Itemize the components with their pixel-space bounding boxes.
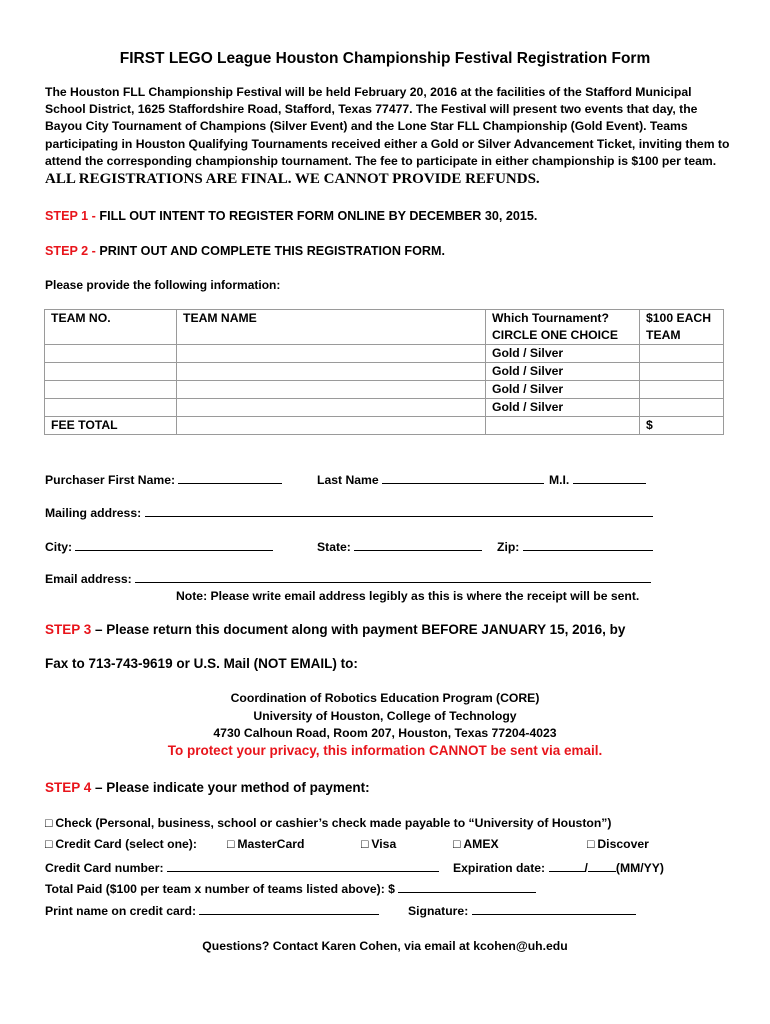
header-team-name: TEAM NAME [177,310,486,345]
total-paid-field [45,879,536,896]
check-label: Check (Personal, business, school or cashier’s check made payable to “University of Houston”) [55,816,612,830]
form-title: FIRST LEGO League Houston Championship Festival Registration Form [119,50,651,67]
expiration-separator: / [584,861,588,875]
cc-number-label: Credit Card number: [45,861,164,875]
step-2-text: PRINT OUT AND COMPLETE THIS REGISTRATION FORM. [99,244,445,258]
fee-cell[interactable] [640,381,724,399]
visa-label: Visa [371,837,397,851]
fee-total-label: FEE TOTAL [45,417,177,435]
discover-option[interactable] [587,837,649,851]
address-line-1: Coordination of Robotics Education Program (CORE) [230,691,540,705]
checkbox-icon[interactable]: □ [45,837,53,851]
visa-option[interactable] [361,837,396,851]
team-no-cell[interactable] [45,381,177,399]
contact-info: Questions? Contact Karen Cohen, via email at kcohen@uh.edu [202,939,568,953]
first-name-label: Purchaser First Name: [45,473,176,487]
print-name-field [45,901,379,918]
fax-instructions: Fax to 713-743-9619 or U.S. Mail (NOT EMAIL) to: [45,656,358,671]
expiration-year-input[interactable] [588,858,616,872]
city-input[interactable] [75,537,273,551]
privacy-notice: To protect your privacy, this information CANNOT be sent via email. [167,743,603,758]
email-field [45,569,651,586]
last-name-field [317,470,544,487]
total-paid-input[interactable] [398,879,536,893]
city-label: City: [45,540,73,554]
email-input[interactable] [135,569,651,583]
zip-label: Zip: [497,540,520,554]
team-name-cell[interactable] [177,381,486,399]
header-fee-1: $100 EACH [640,310,724,328]
table-header-row [45,310,724,328]
expiration-month-input[interactable] [549,858,585,872]
team-name-cell[interactable] [177,363,486,381]
first-name-input[interactable] [178,470,282,484]
state-input[interactable] [354,537,482,551]
credit-card-label: Credit Card (select one): [55,837,197,851]
total-paid-label: Total Paid ($100 per team x number of teams listed above): $ [45,882,395,896]
print-name-input[interactable] [199,901,379,915]
step-1-text: FILL OUT INTENT TO REGISTER FORM ONLINE BY DECEMBER 30, 2015. [99,209,538,223]
step-4-label: STEP 4 [45,780,92,795]
tournament-choice[interactable]: Gold / Silver [486,399,640,417]
mi-label: M.I. [549,473,570,487]
tournament-choice[interactable]: Gold / Silver [486,381,640,399]
last-name-label: Last Name [317,473,379,487]
header-tournament-2: CIRCLE ONE CHOICE [486,327,640,345]
intro-paragraph [45,84,735,170]
provide-info-label: Please provide the following information: [45,278,281,292]
team-table [44,309,724,435]
step-1 [45,209,537,223]
expiration-label: Expiration date: [453,861,546,875]
tournament-choice[interactable]: Gold / Silver [486,345,640,363]
checkbox-icon[interactable]: □ [587,837,595,851]
email-note: Note: Please write email address legibly as this is where the receipt will be sent. [176,589,640,603]
checkbox-icon[interactable]: □ [227,837,235,851]
state-label: State: [317,540,351,554]
mailing-field [45,503,653,520]
header-fee-2: TEAM [640,327,724,345]
team-no-cell[interactable] [45,345,177,363]
team-name-cell[interactable] [177,399,486,417]
credit-card-option[interactable] [45,837,197,851]
expiration-field [453,858,664,875]
checkbox-icon[interactable]: □ [361,837,369,851]
step-2 [45,244,445,258]
tournament-choice[interactable]: Gold / Silver [486,363,640,381]
step-3-text: – Please return this document along with payment BEFORE JANUARY 15, 2016, by [91,622,626,637]
mi-field [549,470,646,487]
signature-field [408,901,636,918]
last-name-input[interactable] [382,470,544,484]
amex-option[interactable] [453,837,499,851]
first-name-field [45,470,282,487]
team-name-cell[interactable] [177,345,486,363]
signature-input[interactable] [472,901,636,915]
city-field [45,537,273,554]
cc-number-input[interactable] [167,858,439,872]
header-team-no: TEAM NO. [45,310,177,345]
mastercard-option[interactable] [227,837,304,851]
intro-text: The Houston FLL Championship Festival will be held February 20, 2016 at the facilities of the Stafford Municipal School District, 1625 Staffordshire Road, Stafford, Texas 77477. The Festival will present two events that day, the Bayou City Tournament of Champions (Silver Event) and the Lone Star FLL Championship (Gold Event). Teams participating in Houston Qualifying Tournaments received either a Gold or Silver Advancement Ticket, inviting them to attend the corresponding championship tournament. The fee to participate in either championship is $100 per team. [45,85,730,168]
step-3 [45,622,625,637]
zip-input[interactable] [523,537,653,551]
step-3-label: STEP 3 [45,622,92,637]
fee-cell[interactable] [640,345,724,363]
discover-label: Discover [597,837,649,851]
zip-field [497,537,653,554]
step-2-label: STEP 2 - [45,244,100,258]
print-name-label: Print name on credit card: [45,904,197,918]
fee-cell[interactable] [640,363,724,381]
table-row [45,363,724,381]
mailing-input[interactable] [145,503,653,517]
signature-label: Signature: [408,904,469,918]
mailing-label: Mailing address: [45,506,142,520]
email-label: Email address: [45,572,132,586]
fee-total-value[interactable]: $ [640,417,724,435]
table-row [45,381,724,399]
expiration-format: (MM/YY) [615,861,664,875]
table-row [45,399,724,417]
check-option[interactable] [45,816,611,830]
step-4 [45,780,370,795]
checkbox-icon[interactable]: □ [45,816,53,830]
state-field [317,537,482,554]
mastercard-label: MasterCard [237,837,305,851]
table-row [45,345,724,363]
address-line-3: 4730 Calhoun Road, Room 207, Houston, Texas 77204-4023 [213,726,557,740]
team-no-cell[interactable] [45,363,177,381]
fee-cell[interactable] [640,399,724,417]
amex-label: AMEX [463,837,499,851]
refund-notice: ALL REGISTRATIONS ARE FINAL. WE CANNOT PROVIDE REFUNDS. [45,171,540,187]
address-line-2: University of Houston, College of Technology [253,709,517,723]
step-1-label: STEP 1 - [45,209,100,223]
fee-total-row [45,417,724,435]
mi-input[interactable] [573,470,646,484]
step-4-text: – Please indicate your method of payment: [91,780,370,795]
cc-number-field [45,858,439,875]
team-no-cell[interactable] [45,399,177,417]
checkbox-icon[interactable]: □ [453,837,461,851]
header-tournament-1: Which Tournament? [486,310,640,328]
